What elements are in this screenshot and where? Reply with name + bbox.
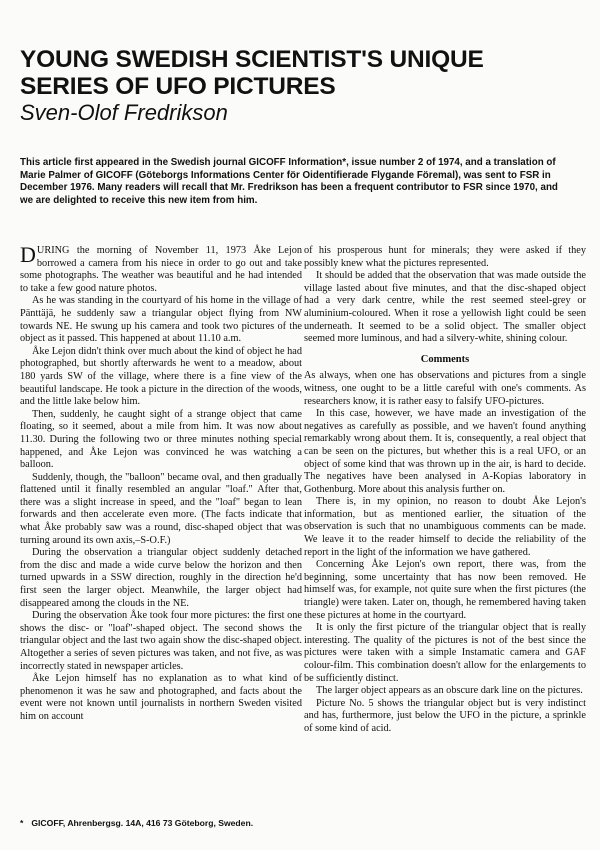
- paragraph: As he was standing in the courtyard of his home in the village of Pänttäjä, he suddenly saw a triangular object flying from NW towards NE. He swung up his camera and took two pictures of the object as it passed. This happened at about 11.10 a.m.: [20, 295, 302, 345]
- article-title: YOUNG SWEDISH SCIENTIST'S UNIQUE SERIES OF UFO PICTURES: [20, 46, 484, 100]
- footnote: [20, 818, 302, 829]
- article-intro: This article first appeared in the Swedish journal GICOFF Information*, issue number 2 of 1974, and a translation of Marie Palmer of GICOFF (Göteborgs Informations Center för Oidentifierade Flygande Föremal), was sent to FSR in December 1976. Many readers will recall that Mr. Fredrikson has been a frequent contributor to FSR since 1970, and we are delighted to receive this new item from him.: [20, 157, 558, 206]
- section-heading: Comments: [420, 353, 470, 365]
- paragraph: It should be added that the observation that was made outside the village lasted about five minutes, and that the disc-shaped object had a very dark centre, while the rest seemed steel-grey or aluminium-coloured. When it rose a yellowish light could be seen underneath. It seemed to be a solid object. The smaller object seemed more luminous, and had a silvery-white, shining colour.: [304, 270, 586, 345]
- paragraph: Then, suddenly, he caught sight of a strange object that came floating, so it seemed, about a mile from him. It was now about 11.30. During the following two or three minutes nothing special happened, and Åke Lejon was convinced he was watching a balloon.: [20, 408, 302, 471]
- paragraph: It is only the first picture of the triangular object that is really interesting. The quality of the pictures is not of the best since the pictures were taken with a simple Instamatic camera and GAF colour-film. This combination doesn't allow for the enlargements to be sufficiently distinct.: [304, 622, 586, 684]
- paragraph: [20, 242, 302, 295]
- paragraph: As always, when one has observations and pictures from a single witness, one ought to be a little careful with one's comments. As researchers know, it is rather easy to falsify UFO-pictures.: [304, 370, 586, 407]
- left-column: [20, 242, 302, 724]
- paragraph-text: URING the morning of November 11, 1973 Åke Lejon borrowed a camera from his niece in order to go out and take some photographs. The weather was beautiful and he had intended to take a few good nature photos.: [20, 245, 302, 294]
- article-byline: Sven-Olof Fredrikson: [20, 100, 228, 125]
- right-column: [304, 245, 586, 736]
- drop-cap: D: [20, 242, 36, 267]
- paragraph: During the observation a triangular object suddenly detached from the disc and made a wide curve below the horizon and then turned upwards in a SSW direction, roughly in the direction he'd first seen the larger object. Meanwhile, the larger object had disappeared among the clouds in the NE.: [20, 547, 302, 609]
- paragraph: During the observation Åke took four more pictures: the first one shows the disc- or "loaf"-shaped object. The second shows the triangular object and the last two again show the disc-shaped object. Altogether a series of seven pictures was taken, and not five, as was incorrectly stated in newspaper articles.: [20, 610, 302, 672]
- paragraph: Picture No. 5 shows the triangular object but is very indistinct and has, furthermore, just below the UFO in the picture, a sprinkle of some kind of acid.: [304, 697, 586, 734]
- paragraph: In this case, however, we have made an investigation of the negatives as carefully as possible, and we haven't found anything remarkably wrong about them. It is, consequently, a real object that can be seen on the pictures, but whether this is a real UFO, or an object of some kind that was thrown up in the air, is hard to decide. The negatives have been analysed in A-Kopias laboratory in Gothenburg. More about this analysis further on.: [304, 408, 586, 495]
- footnote-text: GICOFF, Ahrenbergsg. 14A, 416 73 Göteborg, Sweden.: [31, 818, 254, 828]
- paragraph: of his prosperous hunt for minerals; they were asked if they possibly knew what the pictures represented.: [304, 245, 586, 269]
- paragraph: The larger object appears as an obscure dark line on the pictures.: [316, 685, 583, 697]
- paragraph: There is, in my opinion, no reason to doubt Åke Lejon's information, but as mentioned earlier, the situation of the observation is such that no unambiguous comments can be made. We leave it to the reader himself to decide the reliability of the report in the light of the information we have gathered.: [304, 496, 586, 558]
- paragraph: Concerning Åke Lejon's own report, there was, from the beginning, some uncertainty that has now been removed. He himself was, for example, not quite sure when the first pictures (the triangle) were taken. Later on, though, he remembered having taken these pictures at home in the courtyard.: [304, 559, 586, 621]
- footnote-marker: *: [20, 818, 24, 828]
- paragraph: Suddenly, though, the "balloon" became oval, and then gradually flattened until it finally resembled an angular "loaf." After that, there was a slight increase in speed, and the "loaf" began to lean forwards and then accelerate even more. (The facts indicate that what Åke probably saw was a round, disc-shaped object that was turning around its own axis,–S-O.F.): [20, 471, 302, 546]
- paragraph: Åke Lejon himself has no explanation as to what kind of phenomenon it was he saw and photographed, and facts about the event were not known until journalists in northern Sweden visited him on account: [20, 673, 302, 722]
- paragraph: Åke Lejon didn't think over much about the kind of object he had photographed, but shortly afterwards he went to a meadow, about 180 yards SW of the village, where there is a fine view of the beautiful landscape. He took a picture in the direction of the woods, and the little lake below him.: [20, 345, 302, 408]
